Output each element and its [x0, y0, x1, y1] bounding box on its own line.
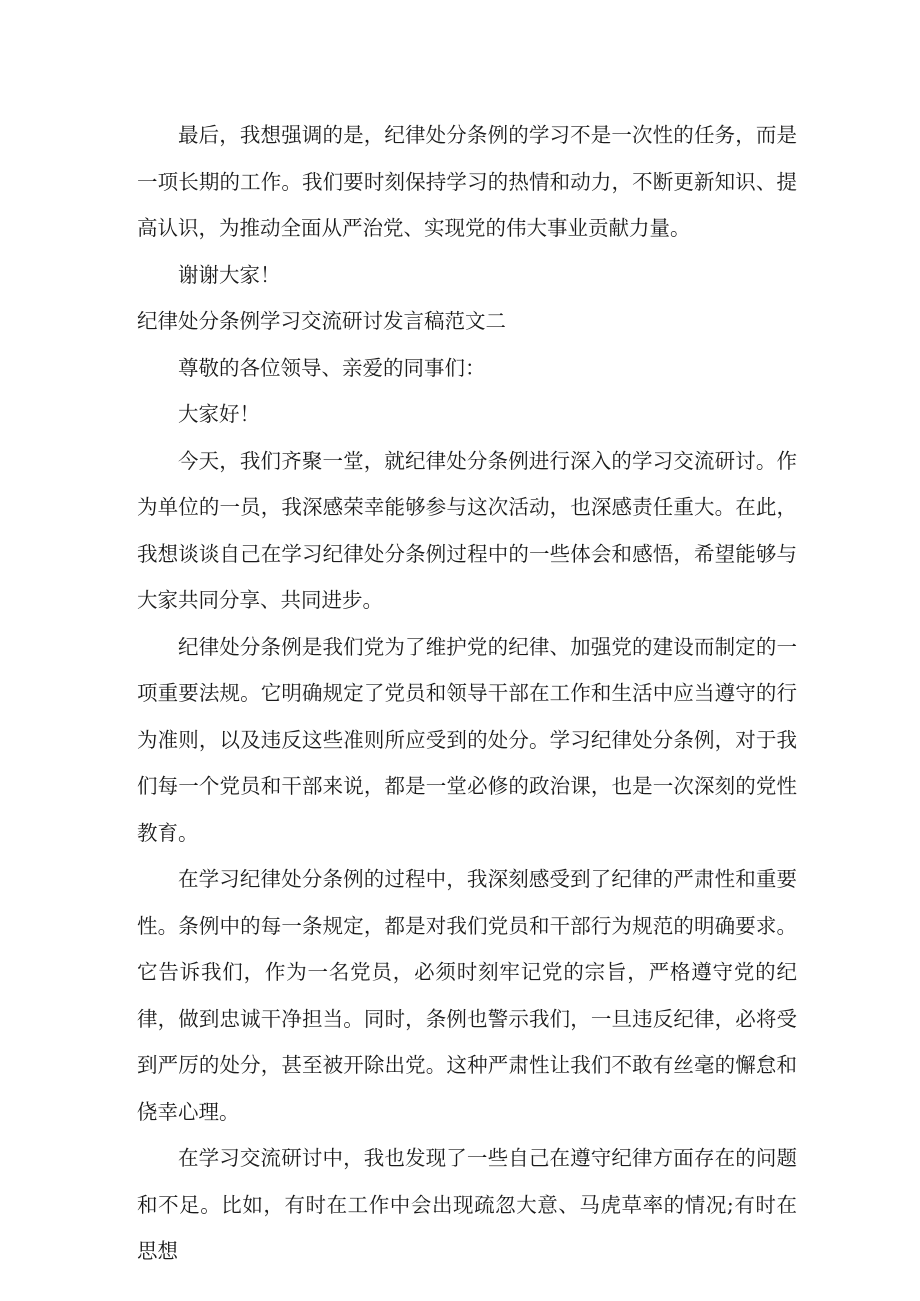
body-paragraph: 今天，我们齐聚一堂，就纪律处分条例进行深入的学习交流研讨。作为单位的一员，我深感荣幸能够参与这次活动，也深感责任重大。在此，我想谈谈自己在学习纪律处分条例过程中的一些体会和感悟，希望能够与大家共同分享、共同进步。 [137, 448, 797, 612]
thanks-line: 谢谢大家！ [178, 262, 281, 287]
greeting-line: 大家好！ [178, 402, 260, 426]
body-paragraph: 在学习纪律处分条例的过程中，我深刻感受到了纪律的严肃性和重要性。条例中的每一条规定，都是对我们党员和干部行为规范的明确要求。它告诉我们，作为一名党员，必须时刻牢记党的宗旨，严格遵守党的纪律，做到忠诚干净担当。同时，条例也警示我们，一旦违反纪律，必将受到严厉的处分，甚至被开除出党。这种严肃性让我们不敢有丝毫的懈怠和侥幸心理。 [137, 867, 797, 1124]
body-paragraph: 纪律处分条例是我们党为了维护党的纪律、加强党的建设而制定的一项重要法规。它明确规定了党员和领导干部在工作和生活中应当遵守的行为准则，以及违反这些准则所应受到的处分。学习纪律处分条例，对于我们每一个党员和干部来说，都是一堂必修的政治课，也是一次深刻的党性教育。 [137, 634, 797, 845]
section-title: 纪律处分条例学习交流研讨发言稿范文二 [137, 309, 506, 333]
salutation-line: 尊敬的各位领导、亲爱的同事们： [178, 355, 486, 380]
body-paragraph: 在学习交流研讨中，我也发现了一些自己在遵守纪律方面存在的问题和不足。比如，有时在工作中会出现疏忽大意、马虎草率的情况;有时在思想 [137, 1146, 797, 1263]
closing-paragraph: 最后，我想强调的是，纪律处分条例的学习不是一次性的任务，而是一项长期的工作。我们要时刻保持学习的热情和动力，不断更新知识、提高认识，为推动全面从严治党、实现党的伟大事业贡献力量。 [137, 123, 797, 240]
document-body [137, 112, 797, 1275]
